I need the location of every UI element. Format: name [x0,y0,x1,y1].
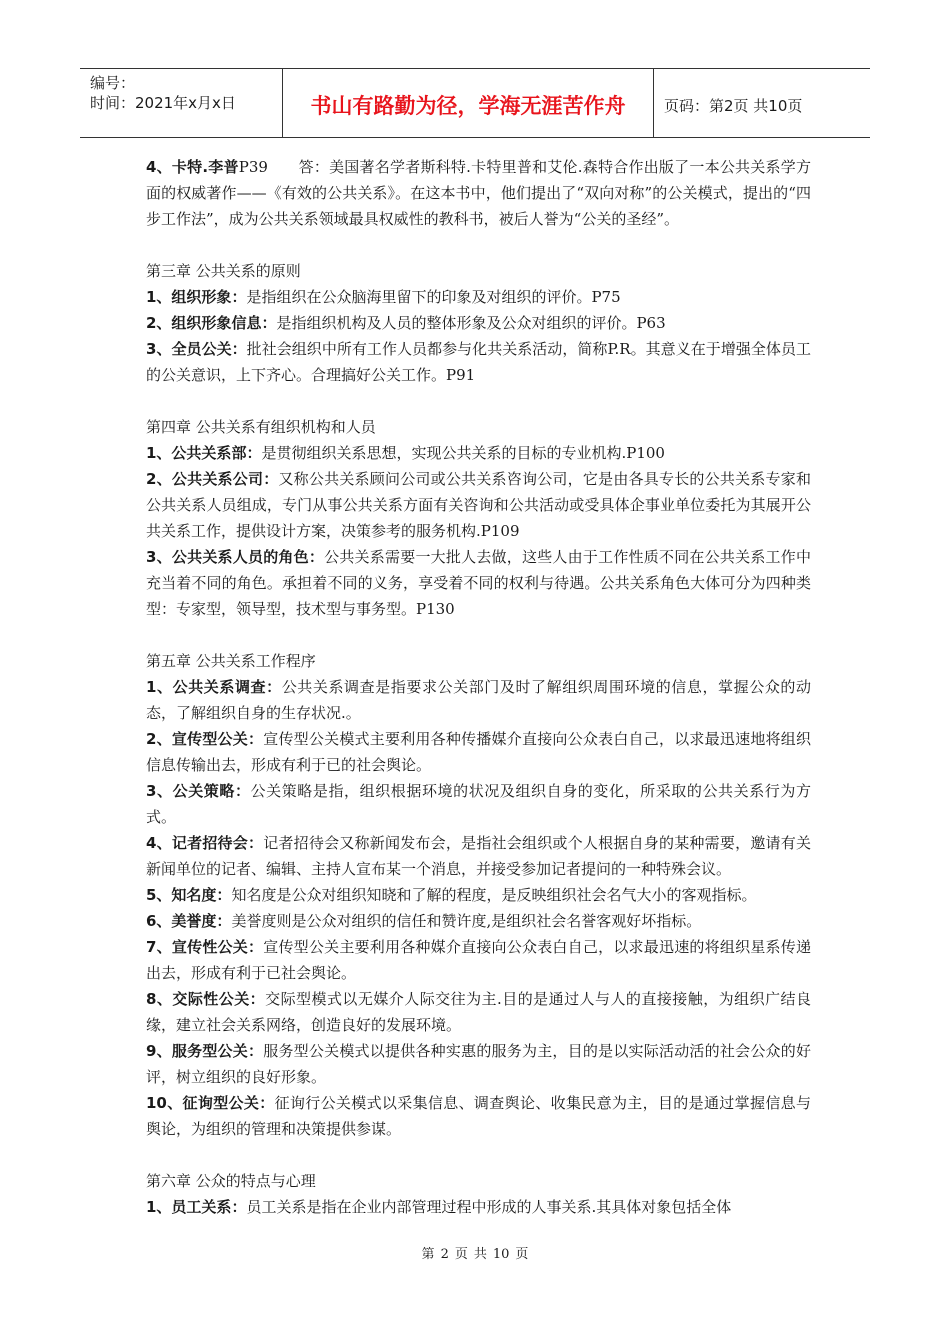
definition-term: 2、宣传型公关： [146,730,264,748]
definition-item [146,908,811,934]
definition-term: 5、知名度： [146,886,232,904]
footer-part: 页 [515,1247,529,1262]
footer-part: 第 [421,1247,435,1262]
definition-text: 是贯彻组织关系思想，实现公共关系的目标的专业机构.P100 [261,444,665,462]
definition-text: 批社会组织中所有工作人员都参与化共关系活动，简称P.R。其意义在于增强全体员工的公关意识，上下齐心。合理搞好公关工作。P91 [146,340,811,384]
definition-item [146,284,811,310]
page-header [80,68,870,138]
definition-text: 公关策略是指，组织根据环境的状况及组织自身的变化，所采取的公共关系行为方式。 [146,782,811,826]
paragraph-gap [146,232,811,258]
definition-item [146,674,811,726]
chapter-heading: 第六章 公众的特点与心理 [146,1172,316,1190]
definition-item [146,882,811,908]
definition-text: 服务型公关模式以提供各种实惠的服务为主，目的是以实际活动活的社会公众的好评，树立组织的良好形象。 [146,1042,811,1086]
definition-text: P39 答：美国著名学者斯科特.卡特里普和艾伦.森特合作出版了一本公共关系学方面的权威著作——《有效的公共关系》。在这本书中，他们提出了“双向对称”的公关模式，提出的“四步工作法”，成为公共关系领域最具权威性的教科书，被后人誉为“公关的圣经”。 [146,158,811,228]
header-number-label: 编号： [90,74,136,92]
definition-term: 9、服务型公关： [146,1042,264,1060]
definition-text: 是指组织在公众脑海里留下的印象及对组织的评价。P75 [246,288,621,306]
definition-text: 交际型模式以无媒介人际交往为主.目的是通过人与人的直接接触，为组织广结良缘，建立社会关系网络，创造良好的发展环境。 [146,990,811,1034]
definition-item [146,778,811,830]
definition-item [146,310,811,336]
footer-page-number: 2 [440,1247,449,1262]
definition-term: 3、公关策略： [146,782,251,800]
definition-text: 宣传型公关主要利用各种媒介直接向公众表白自己，以求最迅速的将组织星系传递出去，形成有利于已社会舆论。 [146,938,811,982]
definition-term: 6、美誉度： [146,912,232,930]
definition-text: 公共关系需要一大批人去做，这些人由于工作性质不同在公共关系工作中充当着不同的角色。承担着不同的义务，享受着不同的权利与待遇。公共关系角色大体可分为四种类型：专家型，领导型，技术型与事务型。P130 [146,548,811,618]
definition-term: 7、宣传性公关： [146,938,264,956]
definition-item [146,544,811,622]
definition-text: 征询行公关模式以采集信息、调查舆论、收集民意为主，目的是通过掌握信息与舆论，为组织的管理和决策提供参谋。 [146,1094,811,1138]
definition-item [146,726,811,778]
definition-item [146,440,811,466]
paragraph-gap [146,622,811,648]
definition-text: 是指组织机构及人员的整体形象及公众对组织的评价。P63 [276,314,666,332]
footer-part: 页 [454,1247,468,1262]
header-page-info: 页码：第2页 共10页 [664,96,803,115]
definition-item [146,986,811,1038]
header-motto: 书山有路勤为径，学海无涯苦作舟 [282,69,654,137]
definition-text: 公共关系调查是指要求公关部门及时了解组织周围环境的信息，掌握公众的动态，了解组织自身的生存状况.。 [146,678,811,722]
chapter-heading: 第三章 公共关系的原则 [146,262,301,280]
chapter-heading: 第五章 公共关系工作程序 [146,652,316,670]
definition-item [146,1038,811,1090]
footer-part: 共 [473,1247,487,1262]
definition-text: 员工关系是指在企业内部管理过程中形成的人事关系.其具体对象包括全体 [246,1198,732,1216]
definition-item [146,934,811,986]
definition-term: 8、交际性公关： [146,990,266,1008]
definition-term: 3、公共关系人员的角色： [146,548,325,566]
document-body [146,154,811,1220]
definition-text: 记者招待会又称新闻发布会，是指社会组织或个人根据自身的某种需要，邀请有关新闻单位的记者、编辑、主持人宣布某一个消息，并接受参加记者提问的一种特殊会议。 [146,834,811,878]
definition-text: 宣传型公关模式主要利用各种传播媒介直接向公众表白自己，以求最迅速地将组织信息传输出去，形成有利于已的社会舆论。 [146,730,811,774]
definition-term: 2、组织形象信息： [146,314,277,332]
definition-text: 美誉度则是公众对组织的信任和赞许度,是组织社会名誉客观好坏指标。 [231,912,702,930]
paragraph-gap [146,388,811,414]
definition-item [146,830,811,882]
definition-item [146,466,811,544]
definition-text: 又称公共关系顾问公司或公共关系咨询公司，它是由各具专长的公共关系专家和公共关系人员组成，专门从事公共关系方面有关咨询和公共活动或受具体企事业单位委托为其展开公共关系工作，提供设计方案，决策参考的服务机构.P109 [146,470,811,540]
definition-term: 3、全员公关： [146,340,247,358]
footer-total-pages: 10 [492,1247,510,1262]
header-meta [80,69,282,137]
definition-term: 4、卡特.李普 [146,158,239,176]
definition-item [146,1090,811,1142]
definition-term: 4、记者招待会： [146,834,264,852]
definition-term: 1、员工关系： [146,1198,247,1216]
definition-term: 2、公共关系公司： [146,470,279,488]
definition-text: 知名度是公众对组织知晓和了解的程度，是反映组织社会名气大小的客观指标。 [231,886,757,904]
definition-term: 10、征询型公关： [146,1094,275,1112]
header-date: 时间：2021年x月x日 [90,94,236,112]
definition-item [146,336,811,388]
definition-item [146,1194,811,1220]
definition-term: 1、公共关系调查： [146,678,282,696]
definition-term: 1、组织形象： [146,288,247,306]
definition-term: 1、公共关系部： [146,444,262,462]
definition-item [146,154,811,232]
chapter-heading: 第四章 公共关系有组织机构和人员 [146,418,376,436]
page-footer [0,1243,950,1262]
paragraph-gap [146,1142,811,1168]
